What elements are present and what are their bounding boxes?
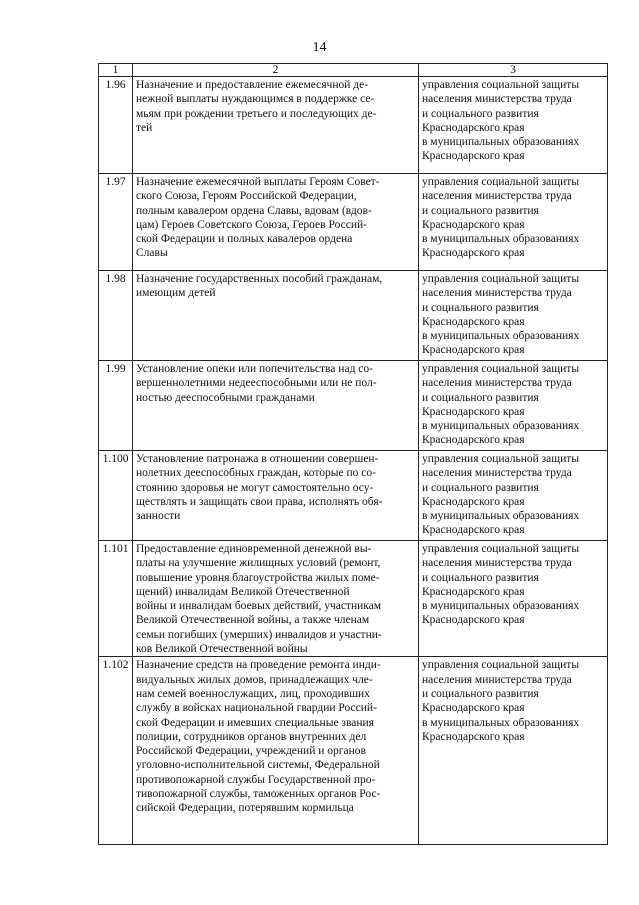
description-line: войны и инвалидам боевых действий, участникам [136,600,382,613]
service-description [133,271,419,361]
service-description [133,77,419,174]
column-header-2: 2 [133,64,419,77]
authority-line: в муниципальных образованиях [422,716,580,729]
description-line: ской Федерации и полных кавалеров ордена [136,233,353,246]
authority-line: Краснодарского края [422,434,525,447]
responsible-authority [419,451,608,541]
service-description [133,657,419,845]
authority-line: Краснодарского края [422,315,525,328]
description-line: полным кавалером ордена Славы, вдовам (вдов- [136,204,372,217]
description-line: Назначение средств на проведение ремонта инди- [136,659,381,672]
authority-line: Краснодарского края [422,218,525,231]
description-line: службу в войсках национальной гвардии Россий- [136,702,377,715]
authority-line: Краснодарского края [422,344,525,357]
service-description [133,174,419,271]
page-number: 14 [312,40,327,55]
description-line: ностью дееспособными гражданами [136,391,315,404]
description-line: нежной выплаты нуждающимся в поддержке се- [136,93,375,106]
authority-line: населения министерства труда [422,93,572,106]
authority-line: в муниципальных образованиях [422,600,580,613]
services-table [98,63,608,845]
authority-line: и социального развития [422,481,539,494]
authority-line: управления социальной защиты [422,453,580,465]
table-header-row [99,64,608,77]
authority-line: Краснодарского края [422,495,525,508]
table-row [99,271,608,361]
description-line: уголовно-исполнительной системы, Федеральной [136,759,380,772]
service-description [133,541,419,657]
row-number: 1.100 [99,451,133,541]
table-row [99,361,608,451]
column-header-3: 3 [419,64,608,77]
authority-line: населения министерства труда [422,190,572,203]
table-row [99,77,608,174]
table-row [99,657,608,845]
row-number: 1.102 [99,657,133,845]
responsible-authority [419,174,608,271]
authority-line: населения министерства труда [422,287,572,300]
description-line: Назначение и предоставление ежемесячной де- [136,79,369,91]
authority-line: и социального развития [422,204,539,217]
authority-line: и социального развития [422,687,539,700]
authority-line: Краснодарского края [422,585,525,598]
table-row [99,451,608,541]
responsible-authority [419,541,608,657]
description-line: мьям при рождении третьего и последующих де- [136,107,377,120]
description-line: семьи погибших (умерших) инвалидов и участни- [136,628,382,641]
authority-line: населения министерства труда [422,377,572,390]
description-line: тей [136,121,153,134]
description-line: ществлять и защищать свои права, исполнять обя- [136,495,383,508]
authority-line: населения министерства труда [422,467,572,480]
column-header-1: 1 [99,64,133,77]
authority-line: Краснодарского края [422,247,525,260]
description-line: повышение уровня благоустройства жилых поме- [136,571,380,584]
description-line: сийской Федерации, потерявшим кормильца [136,802,354,815]
description-line: Установление опеки или попечительства над со- [136,363,373,375]
service-description [133,361,419,451]
row-number: 1.96 [99,77,133,174]
authority-line: управления социальной защиты [422,363,580,375]
description-line: щений) инвалидам Великой Отечественной [136,585,350,598]
authority-line: в муниципальных образованиях [422,330,580,343]
authority-line: Краснодарского края [422,614,525,627]
description-line: ков Великой Отечественной войны [136,643,308,656]
description-line: Установление патронажа в отношении совершен- [136,453,379,465]
authority-line: управления социальной защиты [422,273,580,285]
service-description [133,451,419,541]
authority-line: управления социальной защиты [422,176,580,188]
description-line: вершеннолетними недееспособными или не пол- [136,377,377,390]
description-line: имеющим детей [136,287,216,300]
table-row [99,174,608,271]
authority-line: Краснодарского края [422,405,525,418]
description-line: противопожарной службы Государственной про- [136,773,376,786]
authority-line: и социального развития [422,107,539,120]
authority-line: населения министерства труда [422,673,572,686]
description-line: Назначение ежемесячной выплаты Героям Совет- [136,176,380,188]
description-line: ского Союза, Героям Российской Федерации, [136,190,357,203]
authority-line: и социального развития [422,571,539,584]
description-line: полиции, сотрудников органов внутренних дел [136,730,367,743]
authority-line: Краснодарского края [422,730,525,743]
description-line: видуальных жилых домов, принадлежащих чле- [136,673,373,686]
authority-line: в муниципальных образованиях [422,510,580,523]
description-line: нолетних дееспособных граждан, которые по со- [136,467,376,480]
description-line: Предоставление единовременной денежной вы- [136,543,372,555]
row-number: 1.99 [99,361,133,451]
authority-line: управления социальной защиты [422,543,580,555]
authority-line: в муниципальных образованиях [422,420,580,433]
description-line: Великой Отечественной войны, а также членам [136,614,370,627]
authority-line: в муниципальных образованиях [422,233,580,246]
row-number: 1.97 [99,174,133,271]
authority-line: управления социальной защиты [422,79,580,91]
authority-line: Краснодарского края [422,150,525,163]
authority-line: Краснодарского края [422,702,525,715]
description-line: платы на улучшение жилищных условий (ремонт, [136,557,381,570]
authority-line: Краснодарского края [422,121,525,134]
authority-line: в муниципальных образованиях [422,136,580,149]
description-line: цам) Героев Советского Союза, Героев Россий- [136,218,367,231]
responsible-authority [419,77,608,174]
description-line: Славы [136,247,168,260]
responsible-authority [419,271,608,361]
description-line: Назначение государственных пособий гражданам, [136,273,383,285]
description-line: нам семей военнослужащих, лиц, проходивших [136,687,370,700]
authority-line: Краснодарского края [422,524,525,537]
description-line: тивопожарной службы, таможенных органов Рос- [136,788,381,801]
description-line: занности [136,510,181,523]
description-line: ской Федерации и имевших специальные звания [136,716,374,729]
authority-line: населения министерства труда [422,557,572,570]
row-number: 1.98 [99,271,133,361]
row-number: 1.101 [99,541,133,657]
table-row [99,541,608,657]
responsible-authority [419,361,608,451]
authority-line: и социального развития [422,301,539,314]
authority-line: и социального развития [422,391,539,404]
responsible-authority [419,657,608,845]
description-line: Российской Федерации, учреждений и органов [136,745,366,758]
description-line: стоянию здоровья не могут самостоятельно осу- [136,481,374,494]
authority-line: управления социальной защиты [422,659,580,672]
